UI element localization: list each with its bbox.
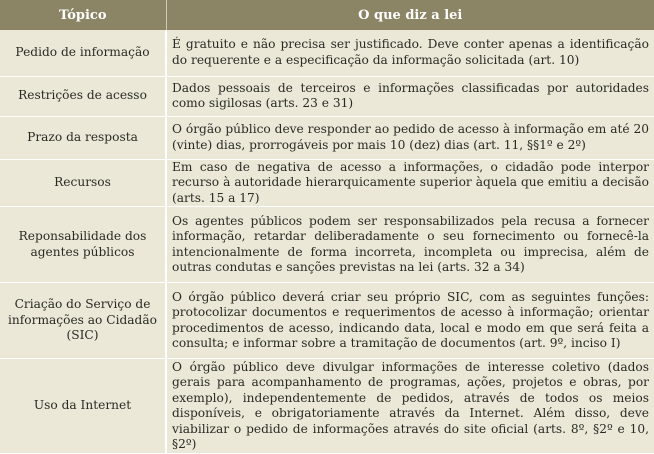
row-topic: Prazo da resposta [0,116,166,159]
row-description: Em caso de negativa de acesso a informações, o cidadão pode interpor recurso à autoridade hierarquicamente superior àquela que emitiu a decisão (arts. 15 a 17) [166,159,654,207]
header-row [0,0,654,30]
header-law-says: O que diz a lei [166,0,654,30]
table-row [0,116,654,159]
table-header [0,0,654,30]
row-topic: Pedido de informação [0,30,166,76]
table-row [0,30,654,76]
row-topic: Criação do Serviço de informações ao Cidadão (SIC) [0,283,166,359]
table-row [0,283,654,359]
row-topic: Restrições de acesso [0,76,166,116]
row-description: Os agentes públicos podem ser responsabilizados pela recusa a fornecer informação, retardar deliberadamente o seu fornecimento ou fornecê-la intencionalmente de forma incorreta, incompleta ou imprecisa, além de outras condutas e sanções previstas na lei (arts. 32 a 34) [166,207,654,283]
row-description: É gratuito e não precisa ser justificado. Deve conter apenas a identificação do requerente e a especificação da informação solicitada (art. 10) [166,30,654,76]
row-description: O órgão público deverá criar seu próprio SIC, com as seguintes funções: protocolizar documentos e requerimentos de acesso à informação; orientar procedimentos de acesso, indicando data, local e modo em que será feita a consulta; e informar sobre a tramitação de documentos (art. 9º, inciso I) [166,283,654,359]
table-body [0,30,654,454]
header-topic: Tópico [0,0,166,30]
row-description: O órgão público deve divulgar informações de interesse coletivo (dados gerais para acompanhamento de programas, ações, projetos e obras, por exemplo), independentemente de pedidos, através de todos os meios disponíveis, e obrigatoriamente através da Internet. Além disso, deve viabilizar o pedido de informações através do site oficial (arts. 8º, §2º e 10, §2º) [166,359,654,454]
table-row [0,359,654,454]
table-row [0,76,654,116]
table-row [0,159,654,207]
row-topic: Reponsabilidade dos agentes públicos [0,207,166,283]
row-description: O órgão público deve responder ao pedido de acesso à informação em até 20 (vinte) dias, prorrogáveis por mais 10 (dez) dias (art. 11, §§1º e 2º) [166,116,654,159]
row-description: Dados pessoais de terceiros e informações classificadas por autoridades como sigilosas (arts. 23 e 31) [166,76,654,116]
table-row [0,207,654,283]
row-topic: Uso da Internet [0,359,166,454]
row-topic: Recursos [0,159,166,207]
